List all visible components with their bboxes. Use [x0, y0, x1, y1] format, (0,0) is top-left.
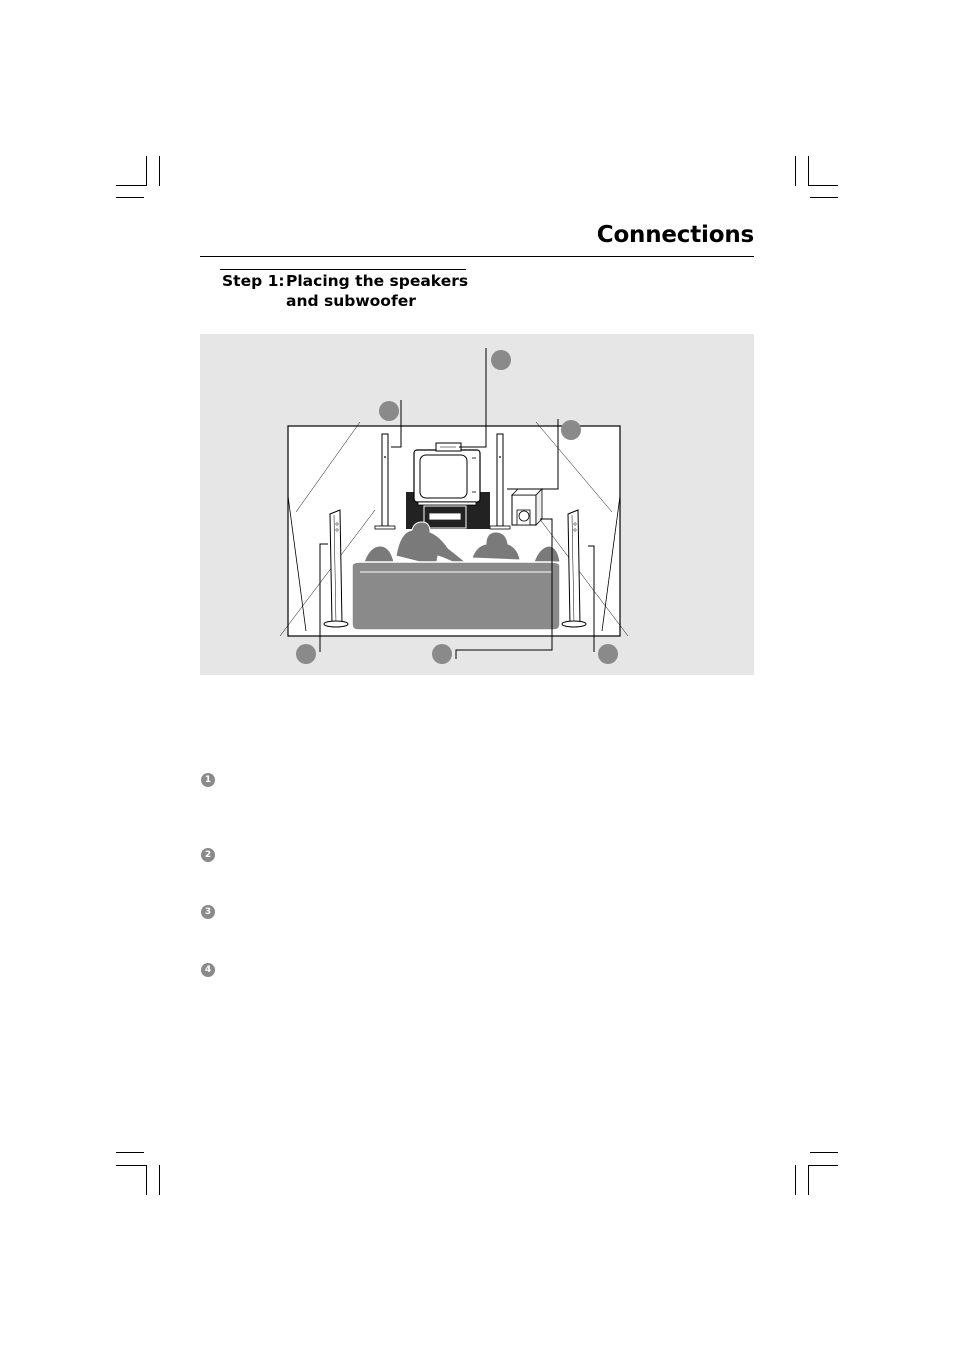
- callout-rear-right: [598, 644, 618, 664]
- crop-mark: [159, 156, 160, 186]
- callout-front-left: [379, 401, 399, 421]
- crop-mark: [808, 1165, 809, 1195]
- step-title-line-2: and subwoofer: [286, 292, 416, 310]
- crop-mark: [159, 1165, 160, 1195]
- crop-mark: [116, 1152, 144, 1153]
- crop-mark: [146, 1165, 147, 1195]
- crop-mark: [795, 156, 796, 186]
- callout-center: [491, 350, 511, 370]
- center-speaker: [436, 443, 461, 451]
- list-marker-3: 3: [201, 905, 215, 919]
- crop-mark: [116, 185, 146, 186]
- callout-subwoofer: [432, 644, 452, 664]
- callout-rear-left: [296, 644, 316, 664]
- title-divider: [200, 256, 754, 257]
- step-label: Step 1:: [222, 272, 285, 290]
- list-marker-1: 1: [201, 773, 215, 787]
- list-marker-2: 2: [201, 848, 215, 862]
- step-title-line-1: Placing the speakers: [286, 272, 469, 290]
- page-title: Connections: [596, 222, 754, 248]
- crop-mark: [810, 197, 838, 198]
- subwoofer: [512, 489, 542, 525]
- list-marker-4: 4: [201, 963, 215, 977]
- television: [414, 450, 480, 505]
- crop-mark: [795, 1165, 796, 1195]
- speaker-placement-figure: [200, 334, 754, 675]
- crop-mark: [808, 185, 838, 186]
- crop-mark: [146, 156, 147, 186]
- callout-front-right: [561, 420, 581, 440]
- crop-mark: [808, 156, 809, 186]
- sofa: [352, 562, 560, 630]
- crop-mark: [808, 1165, 838, 1166]
- crop-mark: [116, 197, 144, 198]
- step-divider: [220, 269, 466, 270]
- crop-mark: [116, 1165, 146, 1166]
- crop-mark: [810, 1152, 838, 1153]
